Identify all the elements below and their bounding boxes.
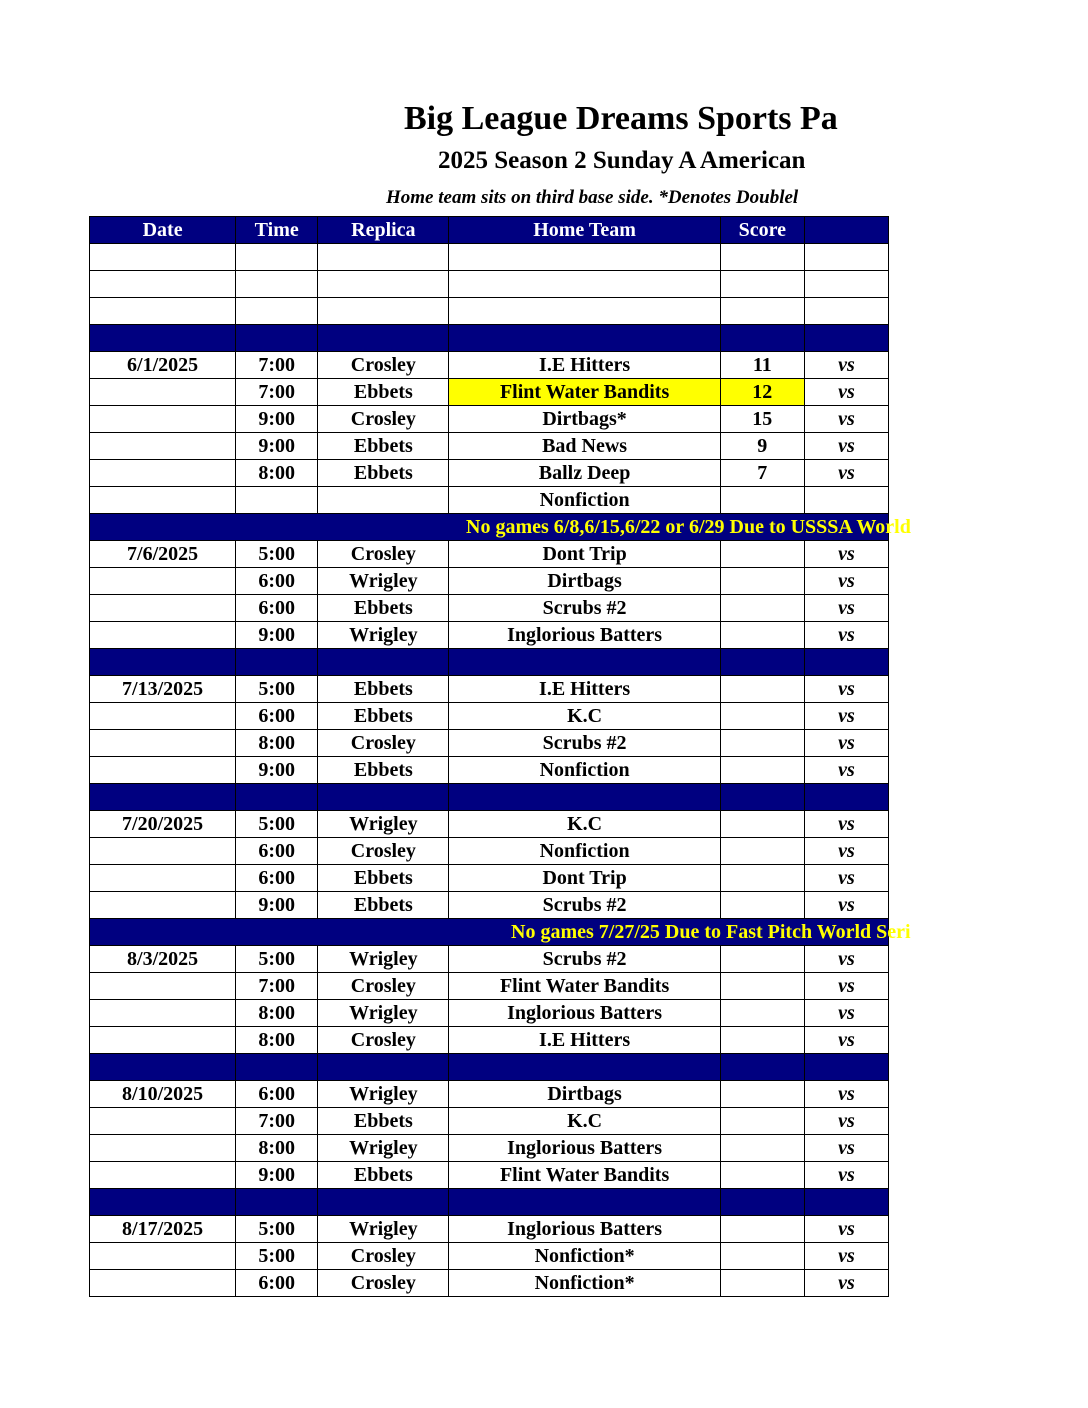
- vs-cell: vs: [804, 1216, 888, 1243]
- score-cell: [720, 1270, 804, 1297]
- vs-cell: vs: [804, 595, 888, 622]
- separator-cell: [236, 1189, 318, 1216]
- date-cell: [90, 865, 236, 892]
- replica-cell: Crosley: [318, 973, 449, 1000]
- separator-cell: [90, 1054, 236, 1081]
- time-cell: 9:00: [236, 892, 318, 919]
- home-team-cell: Scrubs #2: [449, 946, 720, 973]
- time-cell: 8:00: [236, 730, 318, 757]
- separator-cell: [318, 784, 449, 811]
- separator-cell: [236, 649, 318, 676]
- date-cell: [90, 595, 236, 622]
- empty-cell: [720, 244, 804, 271]
- vs-cell: vs: [804, 541, 888, 568]
- empty-cell: [318, 244, 449, 271]
- score-cell: [720, 676, 804, 703]
- vs-cell: vs: [804, 892, 888, 919]
- score-cell: [720, 730, 804, 757]
- game-row: [90, 757, 889, 784]
- empty-cell: [804, 244, 888, 271]
- date-cell: [90, 406, 236, 433]
- home-team-cell: I.E Hitters: [449, 676, 720, 703]
- score-cell: [720, 811, 804, 838]
- time-cell: 7:00: [236, 352, 318, 379]
- separator-cell: [318, 1054, 449, 1081]
- date-cell: [90, 973, 236, 1000]
- home-team-cell: Dirtbags: [449, 1081, 720, 1108]
- empty-cell: [318, 271, 449, 298]
- vs-cell: vs: [804, 460, 888, 487]
- replica-cell: Ebbets: [318, 379, 449, 406]
- time-cell: 9:00: [236, 757, 318, 784]
- empty-cell: [236, 271, 318, 298]
- vs-cell: vs: [804, 973, 888, 1000]
- schedule-table: [89, 216, 911, 1297]
- game-row: [90, 730, 889, 757]
- game-row: [90, 1243, 889, 1270]
- home-team-cell: Inglorious Batters: [449, 1135, 720, 1162]
- column-header-replica: Replica: [318, 217, 449, 244]
- replica-cell: Wrigley: [318, 1081, 449, 1108]
- replica-cell: Crosley: [318, 1027, 449, 1054]
- time-cell: 6:00: [236, 595, 318, 622]
- empty-cell: [804, 271, 888, 298]
- time-cell: [236, 487, 318, 514]
- time-cell: 5:00: [236, 1216, 318, 1243]
- column-header-time: Time: [236, 217, 318, 244]
- separator-cell: [720, 784, 804, 811]
- separator-cell: [318, 1189, 449, 1216]
- separator-cell: [236, 325, 318, 352]
- score-cell: 15: [720, 406, 804, 433]
- replica-cell: Ebbets: [318, 865, 449, 892]
- separator-cell: [804, 325, 888, 352]
- home-team-cell: Flint Water Bandits: [449, 973, 720, 1000]
- blank-row: [90, 298, 889, 325]
- score-cell: [720, 865, 804, 892]
- home-team-note: Home team sits on third base side. *Denotes Doublel: [386, 187, 799, 208]
- separator-cell: [449, 784, 720, 811]
- empty-cell: [449, 298, 720, 325]
- score-cell: 7: [720, 460, 804, 487]
- date-cell: 7/6/2025: [90, 541, 236, 568]
- vs-cell: vs: [804, 1081, 888, 1108]
- score-cell: [720, 1000, 804, 1027]
- time-cell: 5:00: [236, 1243, 318, 1270]
- separator-cell: [449, 325, 720, 352]
- vs-cell: vs: [804, 406, 888, 433]
- score-cell: [720, 1243, 804, 1270]
- replica-cell: Ebbets: [318, 703, 449, 730]
- header-row: [90, 217, 889, 244]
- week-separator-row: [90, 1054, 889, 1081]
- date-cell: [90, 1000, 236, 1027]
- game-row: [90, 595, 889, 622]
- date-cell: [90, 1108, 236, 1135]
- time-cell: 8:00: [236, 1000, 318, 1027]
- replica-cell: Crosley: [318, 352, 449, 379]
- score-cell: [720, 568, 804, 595]
- time-cell: 7:00: [236, 1108, 318, 1135]
- column-header-home-team: Home Team: [449, 217, 720, 244]
- vs-cell: vs: [804, 811, 888, 838]
- score-cell: [720, 541, 804, 568]
- home-team-cell: Ballz Deep: [449, 460, 720, 487]
- game-row: [90, 811, 889, 838]
- vs-cell: vs: [804, 703, 888, 730]
- game-row: [90, 676, 889, 703]
- home-team-cell: Dont Trip: [449, 865, 720, 892]
- time-cell: 5:00: [236, 676, 318, 703]
- notice-cell: [90, 919, 911, 946]
- date-cell: [90, 460, 236, 487]
- date-cell: 8/17/2025: [90, 1216, 236, 1243]
- home-team-cell: Scrubs #2: [449, 595, 720, 622]
- replica-cell: Ebbets: [318, 433, 449, 460]
- separator-cell: [720, 649, 804, 676]
- vs-cell: vs: [804, 865, 888, 892]
- score-cell: [720, 1027, 804, 1054]
- vs-cell: vs: [804, 1270, 888, 1297]
- home-team-cell: Bad News: [449, 433, 720, 460]
- score-cell: [720, 703, 804, 730]
- notice-row: [90, 919, 889, 946]
- vs-cell: vs: [804, 352, 888, 379]
- date-cell: [90, 730, 236, 757]
- replica-cell: Ebbets: [318, 1162, 449, 1189]
- vs-cell: vs: [804, 946, 888, 973]
- empty-cell: [90, 271, 236, 298]
- replica-cell: [318, 487, 449, 514]
- time-cell: 6:00: [236, 1081, 318, 1108]
- game-row: [90, 1270, 889, 1297]
- separator-cell: [720, 1189, 804, 1216]
- date-cell: 8/3/2025: [90, 946, 236, 973]
- score-cell: [720, 1135, 804, 1162]
- time-cell: 6:00: [236, 703, 318, 730]
- replica-cell: Ebbets: [318, 595, 449, 622]
- time-cell: 9:00: [236, 433, 318, 460]
- home-team-cell: Flint Water Bandits: [449, 379, 720, 406]
- replica-cell: Ebbets: [318, 460, 449, 487]
- replica-cell: Crosley: [318, 406, 449, 433]
- date-cell: [90, 703, 236, 730]
- game-row: [90, 703, 889, 730]
- replica-cell: Ebbets: [318, 676, 449, 703]
- vs-cell: vs: [804, 1108, 888, 1135]
- game-row: [90, 1027, 889, 1054]
- notice-cell: [90, 514, 911, 541]
- game-row: [90, 1135, 889, 1162]
- page-subtitle: 2025 Season 2 Sunday A American: [438, 147, 806, 174]
- time-cell: 5:00: [236, 541, 318, 568]
- replica-cell: Ebbets: [318, 1108, 449, 1135]
- date-cell: [90, 1270, 236, 1297]
- date-cell: [90, 568, 236, 595]
- vs-cell: vs: [804, 433, 888, 460]
- replica-cell: Crosley: [318, 541, 449, 568]
- date-cell: [90, 1162, 236, 1189]
- vs-cell: vs: [804, 1027, 888, 1054]
- vs-cell: vs: [804, 379, 888, 406]
- column-header-vs: [804, 217, 888, 244]
- vs-cell: vs: [804, 1000, 888, 1027]
- home-team-cell: Nonfiction: [449, 487, 720, 514]
- date-cell: 7/20/2025: [90, 811, 236, 838]
- score-cell: [720, 892, 804, 919]
- date-cell: [90, 1027, 236, 1054]
- score-cell: [720, 1108, 804, 1135]
- score-cell: [720, 838, 804, 865]
- replica-cell: Crosley: [318, 1243, 449, 1270]
- home-team-cell: Dirtbags: [449, 568, 720, 595]
- score-cell: [720, 595, 804, 622]
- schedule-body: [90, 244, 911, 1297]
- score-cell: [720, 1216, 804, 1243]
- separator-cell: [318, 649, 449, 676]
- game-row: [90, 892, 889, 919]
- vs-cell: vs: [804, 568, 888, 595]
- separator-cell: [449, 649, 720, 676]
- separator-cell: [236, 784, 318, 811]
- empty-cell: [90, 244, 236, 271]
- vs-cell: [804, 487, 888, 514]
- time-cell: 7:00: [236, 379, 318, 406]
- date-cell: [90, 838, 236, 865]
- home-team-cell: Nonfiction*: [449, 1243, 720, 1270]
- date-cell: [90, 487, 236, 514]
- game-row: [90, 1108, 889, 1135]
- vs-cell: vs: [804, 1135, 888, 1162]
- separator-cell: [804, 1189, 888, 1216]
- vs-cell: vs: [804, 730, 888, 757]
- replica-cell: Crosley: [318, 838, 449, 865]
- score-cell: 12: [720, 379, 804, 406]
- game-row: [90, 1000, 889, 1027]
- week-separator-row: [90, 784, 889, 811]
- home-team-cell: K.C: [449, 811, 720, 838]
- page-title: Big League Dreams Sports Pa: [404, 100, 838, 137]
- home-team-cell: Nonfiction: [449, 838, 720, 865]
- separator-cell: [804, 1054, 888, 1081]
- game-row: [90, 406, 889, 433]
- separator-cell: [804, 649, 888, 676]
- home-team-cell: I.E Hitters: [449, 1027, 720, 1054]
- column-header-score: Score: [720, 217, 804, 244]
- notice-row: [90, 514, 889, 541]
- separator-cell: [90, 1189, 236, 1216]
- time-cell: 9:00: [236, 622, 318, 649]
- separator-cell: [720, 325, 804, 352]
- date-cell: [90, 757, 236, 784]
- separator-cell: [804, 784, 888, 811]
- column-header-date: Date: [90, 217, 236, 244]
- home-team-cell: Dont Trip: [449, 541, 720, 568]
- separator-cell: [720, 1054, 804, 1081]
- time-cell: 9:00: [236, 1162, 318, 1189]
- home-team-cell: Scrubs #2: [449, 730, 720, 757]
- date-cell: 7/13/2025: [90, 676, 236, 703]
- replica-cell: Wrigley: [318, 946, 449, 973]
- game-row: [90, 568, 889, 595]
- replica-cell: Wrigley: [318, 1216, 449, 1243]
- replica-cell: Crosley: [318, 730, 449, 757]
- game-row: [90, 1216, 889, 1243]
- game-row: [90, 487, 889, 514]
- separator-cell: [236, 1054, 318, 1081]
- game-row: [90, 352, 889, 379]
- separator-cell: [449, 1189, 720, 1216]
- time-cell: 6:00: [236, 865, 318, 892]
- separator-cell: [90, 325, 236, 352]
- score-cell: [720, 757, 804, 784]
- game-row: [90, 973, 889, 1000]
- home-team-cell: Scrubs #2: [449, 892, 720, 919]
- empty-cell: [804, 298, 888, 325]
- empty-cell: [90, 298, 236, 325]
- replica-cell: Crosley: [318, 1270, 449, 1297]
- date-cell: 6/1/2025: [90, 352, 236, 379]
- game-row: [90, 541, 889, 568]
- date-cell: [90, 1243, 236, 1270]
- empty-cell: [449, 271, 720, 298]
- empty-cell: [720, 298, 804, 325]
- replica-cell: Wrigley: [318, 622, 449, 649]
- week-separator-row: [90, 649, 889, 676]
- game-row: [90, 865, 889, 892]
- empty-cell: [720, 271, 804, 298]
- time-cell: 6:00: [236, 838, 318, 865]
- home-team-cell: I.E Hitters: [449, 352, 720, 379]
- score-cell: [720, 946, 804, 973]
- separator-cell: [90, 649, 236, 676]
- game-row: [90, 379, 889, 406]
- time-cell: 6:00: [236, 1270, 318, 1297]
- replica-cell: Ebbets: [318, 757, 449, 784]
- replica-cell: Wrigley: [318, 1135, 449, 1162]
- home-team-cell: Inglorious Batters: [449, 1216, 720, 1243]
- game-row: [90, 1081, 889, 1108]
- empty-cell: [318, 298, 449, 325]
- blank-row: [90, 244, 889, 271]
- score-cell: [720, 973, 804, 1000]
- separator-cell: [90, 784, 236, 811]
- home-team-cell: Nonfiction: [449, 757, 720, 784]
- vs-cell: vs: [804, 676, 888, 703]
- time-cell: 8:00: [236, 1027, 318, 1054]
- home-team-cell: Flint Water Bandits: [449, 1162, 720, 1189]
- week-separator-row: [90, 1189, 889, 1216]
- date-cell: [90, 379, 236, 406]
- separator-cell: [318, 325, 449, 352]
- time-cell: 5:00: [236, 946, 318, 973]
- replica-cell: Wrigley: [318, 1000, 449, 1027]
- game-row: [90, 946, 889, 973]
- game-row: [90, 838, 889, 865]
- time-cell: 7:00: [236, 973, 318, 1000]
- home-team-cell: K.C: [449, 703, 720, 730]
- home-team-cell: Inglorious Batters: [449, 622, 720, 649]
- score-cell: [720, 1162, 804, 1189]
- home-team-cell: Dirtbags*: [449, 406, 720, 433]
- score-cell: 9: [720, 433, 804, 460]
- replica-cell: Ebbets: [318, 892, 449, 919]
- separator-cell: [449, 1054, 720, 1081]
- notice-text: No games 6/8,6/15,6/22 or 6/29 Due to USSSA World: [466, 516, 911, 538]
- replica-cell: Wrigley: [318, 568, 449, 595]
- vs-cell: vs: [804, 1243, 888, 1270]
- date-cell: [90, 1135, 236, 1162]
- time-cell: 6:00: [236, 568, 318, 595]
- game-row: [90, 433, 889, 460]
- game-row: [90, 622, 889, 649]
- blank-row: [90, 271, 889, 298]
- vs-cell: vs: [804, 1162, 888, 1189]
- score-cell: [720, 487, 804, 514]
- empty-cell: [449, 244, 720, 271]
- time-cell: 8:00: [236, 1135, 318, 1162]
- time-cell: 5:00: [236, 811, 318, 838]
- home-team-cell: K.C: [449, 1108, 720, 1135]
- game-row: [90, 460, 889, 487]
- date-cell: [90, 622, 236, 649]
- home-team-cell: Nonfiction*: [449, 1270, 720, 1297]
- empty-cell: [236, 298, 318, 325]
- score-cell: 11: [720, 352, 804, 379]
- vs-cell: vs: [804, 622, 888, 649]
- vs-cell: vs: [804, 838, 888, 865]
- replica-cell: Wrigley: [318, 811, 449, 838]
- empty-cell: [236, 244, 318, 271]
- date-cell: 8/10/2025: [90, 1081, 236, 1108]
- time-cell: 8:00: [236, 460, 318, 487]
- home-team-cell: Inglorious Batters: [449, 1000, 720, 1027]
- time-cell: 9:00: [236, 406, 318, 433]
- game-row: [90, 1162, 889, 1189]
- week-separator-row: [90, 325, 889, 352]
- score-cell: [720, 1081, 804, 1108]
- date-cell: [90, 892, 236, 919]
- notice-text: No games 7/27/25 Due to Fast Pitch World Seri: [511, 921, 911, 943]
- date-cell: [90, 433, 236, 460]
- vs-cell: vs: [804, 757, 888, 784]
- score-cell: [720, 622, 804, 649]
